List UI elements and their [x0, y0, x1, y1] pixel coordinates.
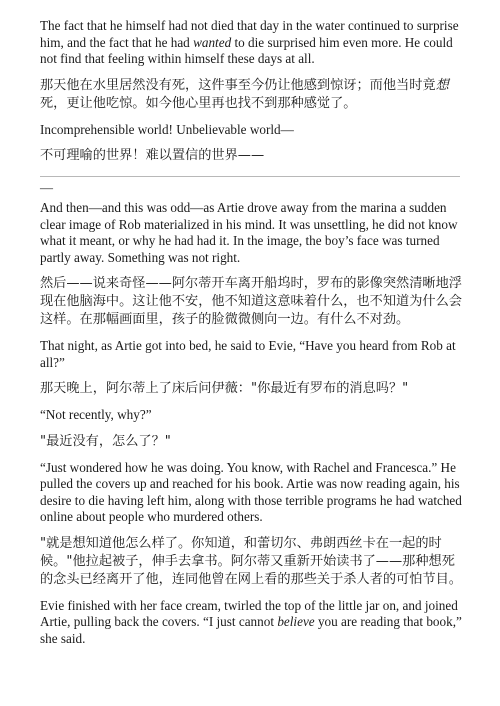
paragraph-zh-4: 那天晚上，阿尔蒂上了床后问伊薇："你最近有罗布的消息吗？": [40, 381, 409, 396]
paragraph-en-7: [40, 598, 464, 648]
paragraph-en-4: That night, as Artie got into bed, he said to Evie, “Have you heard from Rob at all?”: [40, 338, 456, 370]
document-page: [40, 18, 464, 647]
paragraph-zh-2: 不可理喻的世界！难以置信的世界——: [40, 148, 265, 163]
paragraph-zh-6: "就是想知道他怎么样了。你知道，和蕾切尔、弗朗西丝卡在一起的时候。"他拉起被子，伸手去拿书。阿尔蒂又重新开始读书了——那种想死的念头已经离开了他，连同他曾在网上看的那些关于杀人者的可怕节目。: [40, 535, 462, 587]
emphasis-text: wanted: [193, 34, 232, 50]
paragraph-en-5: “Not recently, why?”: [40, 407, 152, 422]
text-run: 死，更让他吃惊。如今他心里再也找不到那种感觉了。: [40, 95, 357, 111]
paragraph-en-2: Incomprehensible world! Unbelievable world—: [40, 121, 294, 137]
text-run: you are reading that book,” she said.: [40, 614, 462, 646]
text-run: Evie finished with her face cream, twirled the top of the little jar on, and joined Artie, pulling back the covers. “I just cannot: [40, 597, 458, 629]
emphasis-text: believe: [277, 614, 315, 629]
section-divider: [40, 176, 460, 177]
text-run: 那天他在水里居然没有死，这件事至今仍让他感到惊讶；而他当时竟: [40, 77, 436, 93]
dash-marker: —: [40, 180, 53, 195]
paragraph-en-1: [40, 18, 464, 68]
paragraph-zh-5: "最近没有，怎么了？": [40, 433, 171, 449]
paragraph-en-6: “Just wondered how he was doing. You know, with Rachel and Francesca.” He pulled the covers up and reached for his book. Artie was now reading again, his desire to die having left him, along with those terrible programs he had watched online about people who murdered others.: [40, 459, 462, 524]
paragraph-zh-1: [40, 77, 464, 113]
emphasis-text: 想: [435, 77, 449, 93]
paragraph-en-3: And then—and this was odd—as Artie drove away from the marina a sudden clear image of Rob materialized in his mind. It was unsettling, he did not know what it meant, or why he had had it. In the image, the boy’s face was turned partly away. Something was not right.: [40, 200, 458, 265]
text-run: to die surprised him even more. He could not find that feeling within himself these days at all.: [40, 34, 453, 66]
paragraph-zh-3: 然后——说来奇怪——阿尔蒂开车离开船坞时，罗布的影像突然清晰地浮现在他脑海中。这让他不安，他不知道这意味着什么，也不知道为什么会这样。在那幅画面里，孩子的脸微微侧向一边。有什么不对劲。: [40, 276, 462, 327]
text-run: The fact that he himself had not died that day in the water continued to surprise him, and the fact that he had: [40, 18, 459, 50]
